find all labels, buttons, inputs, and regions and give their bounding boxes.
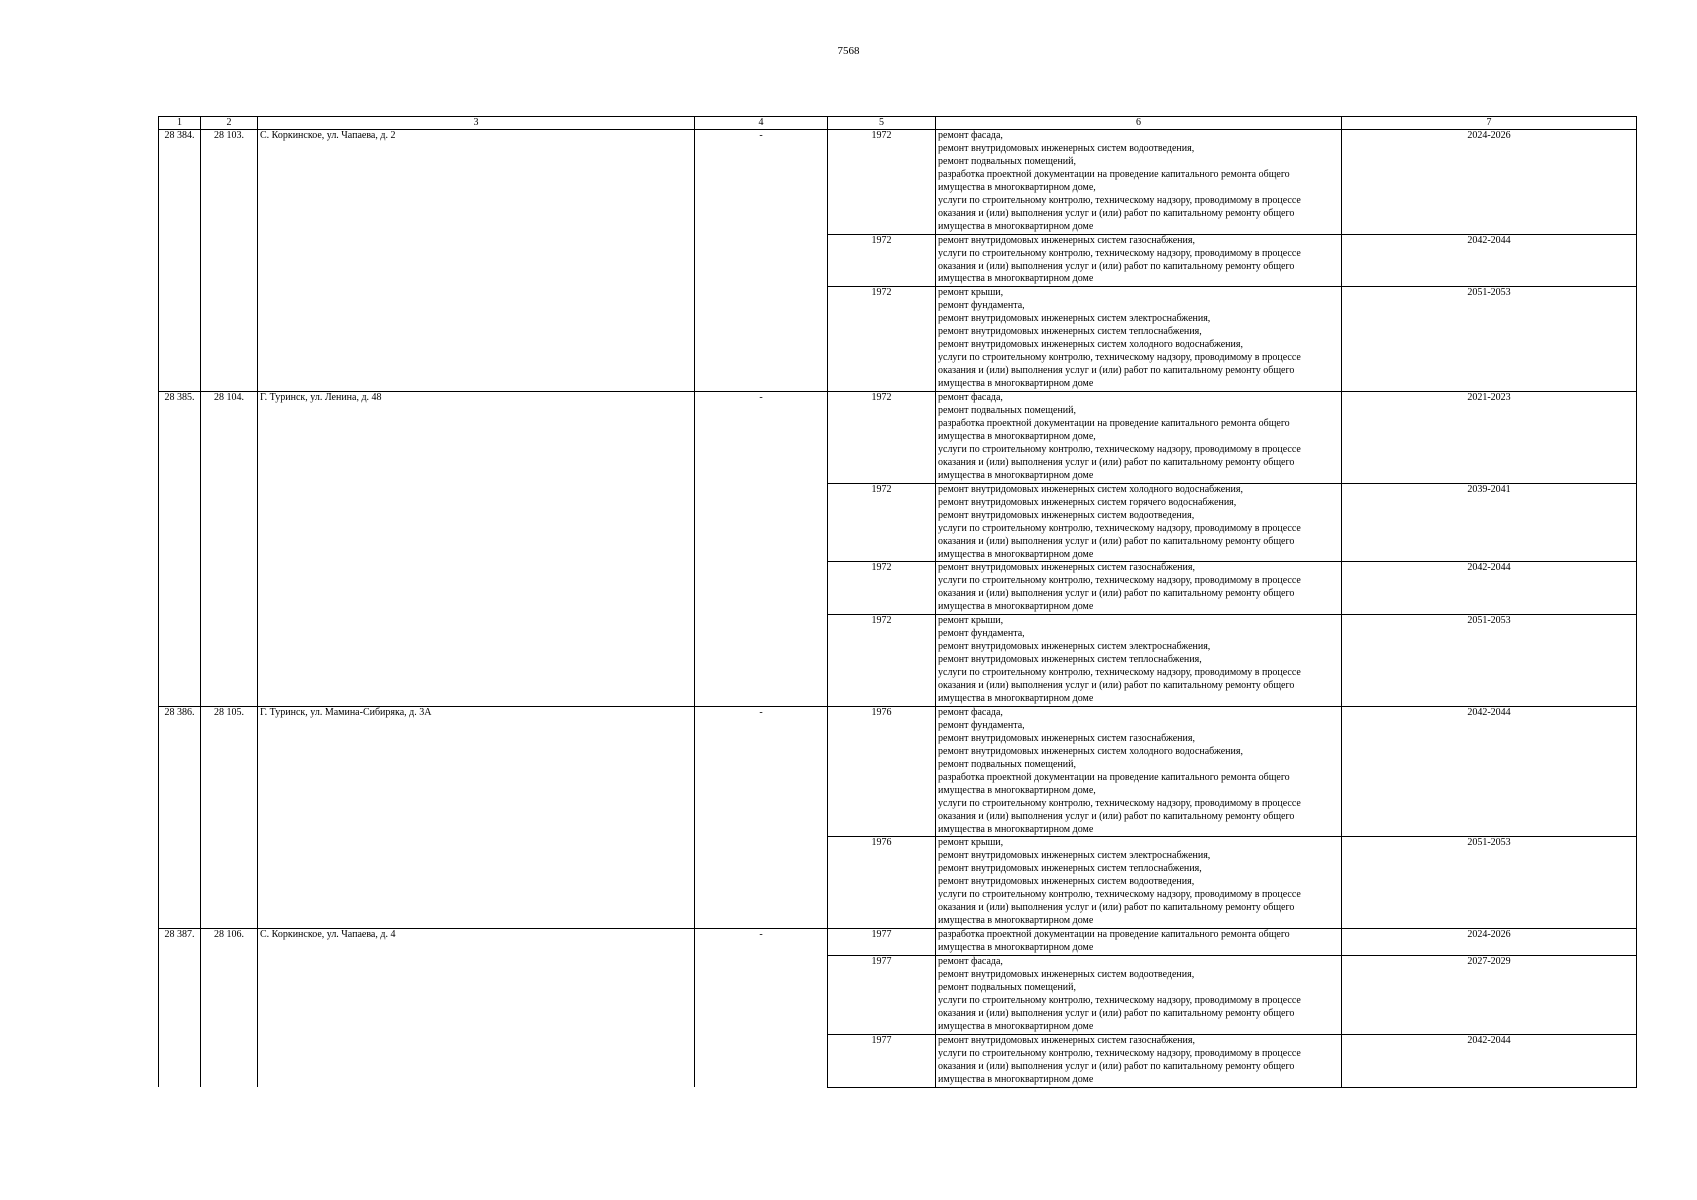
work-item: имущества в многоквартирном доме, — [938, 430, 1096, 442]
work-item: ремонт подвальных помещений, — [938, 405, 1076, 417]
works-list — [936, 837, 1342, 929]
work-item: ремонт внутридомовых инженерных систем электроснабжения, — [938, 313, 1211, 325]
work-item: оказания и (или) выполнения услуг и (или) работ по капитальному ремонту общего — [938, 902, 1295, 914]
works-list — [936, 956, 1342, 1035]
work-item: имущества в многоквартирном доме, — [938, 784, 1096, 796]
work-item: услуги по строительному контролю, техническому надзору, проводимому в процессе — [938, 522, 1301, 534]
work-item: имущества в многоквартирном доме — [938, 469, 1094, 481]
work-item: ремонт внутридомовых инженерных систем холодного водоснабжения, — [938, 339, 1243, 351]
work-item: оказания и (или) выполнения услуг и (или) работ по капитальному ремонту общего — [938, 365, 1295, 377]
entry-col4: - — [695, 929, 828, 1087]
repair-period: 2051-2053 — [1342, 615, 1637, 707]
works-list — [936, 287, 1342, 392]
entry-subnumber: 28 104. — [201, 392, 258, 707]
work-item: ремонт внутридомовых инженерных систем теплоснабжения, — [938, 863, 1202, 875]
entry-col4: - — [695, 130, 828, 392]
repair-period: 2042-2044 — [1342, 234, 1637, 287]
work-item: ремонт внутридомовых инженерных систем газоснабжения, — [938, 562, 1195, 574]
work-item: оказания и (или) выполнения услуг и (или) работ по капитальному ремонту общего — [938, 588, 1295, 600]
repair-period: 2024-2026 — [1342, 929, 1637, 956]
column-header: 4 — [695, 117, 828, 130]
build-year: 1972 — [828, 615, 936, 707]
work-item: имущества в многоквартирном доме — [938, 273, 1094, 285]
entry-col4: - — [695, 706, 828, 928]
work-item: услуги по строительному контролю, техническому надзору, проводимому в процессе — [938, 247, 1301, 259]
work-item: ремонт внутридомовых инженерных систем газоснабжения, — [938, 234, 1195, 246]
repair-period: 2042-2044 — [1342, 706, 1637, 837]
work-item: оказания и (или) выполнения услуг и (или) работ по капитальному ремонту общего — [938, 810, 1295, 822]
work-item: имущества в многоквартирном доме — [938, 823, 1094, 835]
work-item: ремонт крыши, — [938, 837, 1004, 849]
work-item: ремонт фасада, — [938, 392, 1003, 404]
works-list — [936, 706, 1342, 837]
build-year: 1977 — [828, 956, 936, 1035]
work-item: имущества в многоквартирном доме — [938, 378, 1094, 390]
work-item: имущества в многоквартирном доме — [938, 915, 1094, 927]
work-item: ремонт подвальных помещений, — [938, 155, 1076, 167]
work-item: услуги по строительному контролю, техническому надзору, проводимому в процессе — [938, 194, 1301, 206]
work-item: услуги по строительному контролю, техническому надзору, проводимому в процессе — [938, 667, 1301, 679]
work-item: ремонт внутридомовых инженерных систем водоотведения, — [938, 969, 1195, 980]
entry-subnumber: 28 106. — [201, 929, 258, 1087]
work-item: имущества в многоквартирном доме, — [938, 181, 1096, 193]
work-item: ремонт фасада, — [938, 706, 1003, 718]
work-item: ремонт фундамента, — [938, 719, 1025, 731]
work-item: ремонт внутридомовых инженерных систем холодного водоснабжения, — [938, 483, 1243, 495]
work-item: ремонт подвальных помещений, — [938, 981, 1076, 993]
column-header: 2 — [201, 117, 258, 130]
entry-address: С. Коркинское, ул. Чапаева, д. 4 — [258, 929, 695, 1087]
entry-col4: - — [695, 392, 828, 707]
repair-period: 2051-2053 — [1342, 287, 1637, 392]
work-item: оказания и (или) выполнения услуг и (или) работ по капитальному ремонту общего — [938, 1007, 1295, 1019]
work-item: оказания и (или) выполнения услуг и (или) работ по капитальному ремонту общего — [938, 456, 1295, 468]
works-list — [936, 130, 1342, 235]
work-item: услуги по строительному контролю, техническому надзору, проводимому в процессе — [938, 443, 1301, 455]
repair-period: 2042-2044 — [1342, 562, 1637, 615]
work-item: ремонт внутридомовых инженерных систем теплоснабжения, — [938, 654, 1202, 666]
entry-number: 28 387. — [159, 929, 201, 1087]
entry-address: С. Коркинское, ул. Чапаева, д. 2 — [258, 130, 695, 392]
entry-subnumber: 28 105. — [201, 706, 258, 928]
repair-schedule-table — [158, 116, 1637, 1088]
work-item: ремонт фасада, — [938, 956, 1003, 968]
table-row — [159, 130, 1637, 235]
work-item: ремонт внутридомовых инженерных систем водоотведения, — [938, 142, 1195, 154]
table-body — [159, 130, 1637, 1088]
work-item: ремонт фундамента, — [938, 300, 1025, 312]
work-item: ремонт внутридомовых инженерных систем водоотведения, — [938, 509, 1195, 521]
work-item: разработка проектной документации на проведение капитального ремонта общего — [938, 417, 1290, 429]
build-year: 1972 — [828, 483, 936, 562]
work-item: имущества в многоквартирном доме — [938, 601, 1094, 613]
works-list — [936, 1034, 1342, 1087]
work-item: ремонт крыши, — [938, 615, 1004, 627]
works-list — [936, 562, 1342, 615]
work-item: оказания и (или) выполнения услуг и (или) работ по капитальному ремонту общего — [938, 207, 1295, 219]
work-item: ремонт внутридомовых инженерных систем газоснабжения, — [938, 1034, 1195, 1046]
column-header: 7 — [1342, 117, 1637, 130]
entry-address: Г. Туринск, ул. Ленина, д. 48 — [258, 392, 695, 707]
work-item: ремонт внутридомовых инженерных систем холодного водоснабжения, — [938, 745, 1243, 757]
work-item: ремонт внутридомовых инженерных систем электроснабжения, — [938, 850, 1211, 862]
work-item: услуги по строительному контролю, техническому надзору, проводимому в процессе — [938, 797, 1301, 809]
build-year: 1972 — [828, 392, 936, 484]
build-year: 1972 — [828, 287, 936, 392]
column-number-row — [159, 117, 1637, 130]
repair-period: 2042-2044 — [1342, 1034, 1637, 1087]
entry-address: Г. Туринск, ул. Мамина-Сибиряка, д. 3А — [258, 706, 695, 928]
entry-number: 28 384. — [159, 130, 201, 392]
page-number: 7568 — [837, 45, 860, 57]
work-item: имущества в многоквартирном доме — [938, 220, 1094, 232]
repair-period: 2051-2053 — [1342, 837, 1637, 929]
column-header: 1 — [159, 117, 201, 130]
build-year: 1977 — [828, 929, 936, 956]
column-header: 6 — [936, 117, 1342, 130]
work-item: оказания и (или) выполнения услуг и (или) работ по капитальному ремонту общего — [938, 535, 1295, 547]
entry-subnumber: 28 103. — [201, 130, 258, 392]
work-item: услуги по строительному контролю, техническому надзору, проводимому в процессе — [938, 352, 1301, 364]
work-item: оказания и (или) выполнения услуг и (или) работ по капитальному ремонту общего — [938, 680, 1295, 692]
build-year: 1976 — [828, 837, 936, 929]
work-item: оказания и (или) выполнения услуг и (или) работ по капитальному ремонту общего — [938, 1060, 1295, 1072]
work-item: ремонт внутридомовых инженерных систем газоснабжения, — [938, 732, 1195, 744]
column-header: 5 — [828, 117, 936, 130]
build-year: 1972 — [828, 130, 936, 235]
build-year: 1972 — [828, 234, 936, 287]
repair-period: 2021-2023 — [1342, 392, 1637, 484]
work-item: ремонт внутридомовых инженерных систем теплоснабжения, — [938, 326, 1202, 338]
works-list — [936, 615, 1342, 707]
work-item: имущества в многоквартирном доме — [938, 1020, 1094, 1032]
work-item: ремонт фасада, — [938, 130, 1003, 141]
work-item: ремонт подвальных помещений, — [938, 758, 1076, 770]
works-list — [936, 392, 1342, 484]
work-item: оказания и (или) выполнения услуг и (или) работ по капитальному ремонту общего — [938, 260, 1295, 272]
work-item: имущества в многоквартирном доме — [938, 1073, 1094, 1085]
table-row — [159, 706, 1637, 837]
works-list — [936, 234, 1342, 287]
work-item: ремонт внутридомовых инженерных систем горячего водоснабжения, — [938, 496, 1237, 508]
works-list — [936, 929, 1342, 956]
work-item: ремонт внутридомовых инженерных систем водоотведения, — [938, 876, 1195, 888]
entry-number: 28 386. — [159, 706, 201, 928]
build-year: 1977 — [828, 1034, 936, 1087]
works-list — [936, 483, 1342, 562]
repair-period: 2039-2041 — [1342, 483, 1637, 562]
entry-number: 28 385. — [159, 392, 201, 707]
work-item: имущества в многоквартирном доме — [938, 548, 1094, 560]
work-item: услуги по строительному контролю, техническому надзору, проводимому в процессе — [938, 889, 1301, 901]
work-item: разработка проектной документации на проведение капитального ремонта общего — [938, 771, 1290, 783]
column-header: 3 — [258, 117, 695, 130]
table-row — [159, 392, 1637, 484]
work-item: имущества в многоквартирном доме — [938, 942, 1094, 954]
work-item: услуги по строительному контролю, техническому надзору, проводимому в процессе — [938, 994, 1301, 1006]
work-item: разработка проектной документации на проведение капитального ремонта общего — [938, 929, 1290, 941]
work-item: услуги по строительному контролю, техническому надзору, проводимому в процессе — [938, 575, 1301, 587]
repair-period: 2027-2029 — [1342, 956, 1637, 1035]
work-item: имущества в многоквартирном доме — [938, 692, 1094, 704]
table-row — [159, 929, 1637, 956]
work-item: услуги по строительному контролю, техническому надзору, проводимому в процессе — [938, 1047, 1301, 1059]
work-item: разработка проектной документации на проведение капитального ремонта общего — [938, 168, 1290, 180]
build-year: 1972 — [828, 562, 936, 615]
work-item: ремонт крыши, — [938, 287, 1004, 299]
work-item: ремонт внутридомовых инженерных систем электроснабжения, — [938, 641, 1211, 653]
build-year: 1976 — [828, 706, 936, 837]
work-item: ремонт фундамента, — [938, 628, 1025, 640]
repair-period: 2024-2026 — [1342, 130, 1637, 235]
